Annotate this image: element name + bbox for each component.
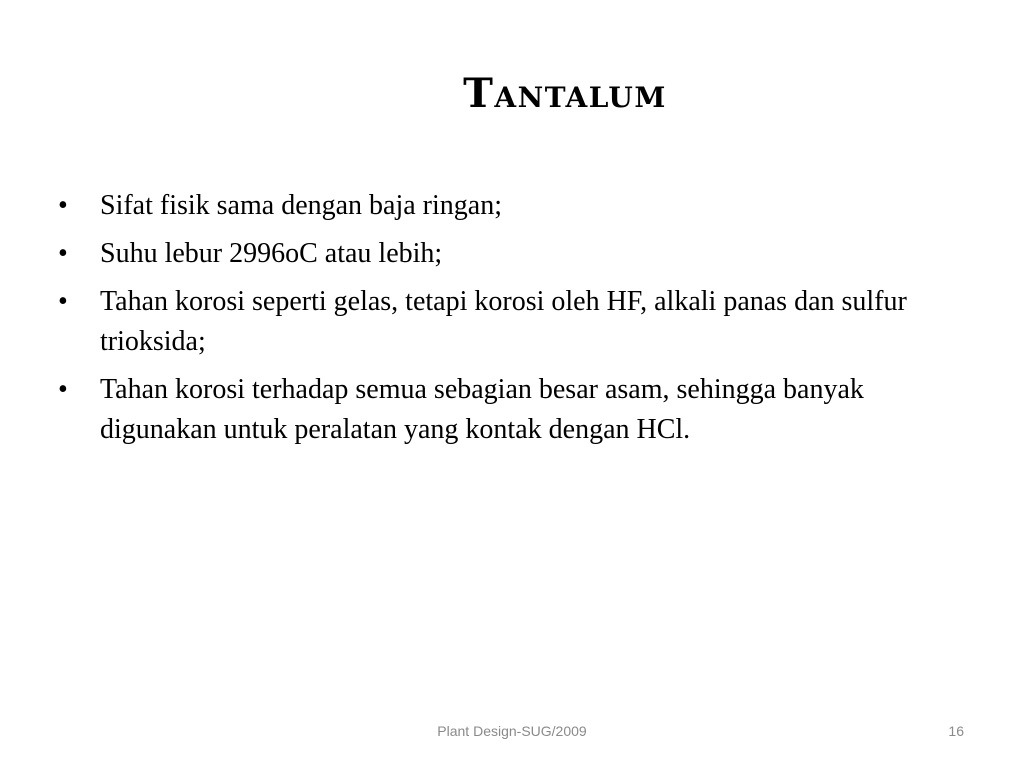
bullet-item [58,186,958,226]
bullet-item [58,234,958,274]
bullet-icon: • [58,238,68,269]
bullet-icon: • [58,190,68,221]
bullet-icon: • [58,374,68,405]
bullet-icon: • [58,286,68,317]
bullet-text: Tahan korosi terhadap semua sebagian besar asam, sehingga banyak digunakan untuk peralatan yang kontak dengan HCl. [100,374,864,445]
bullet-text: Tahan korosi seperti gelas, tetapi korosi oleh HF, alkali panas dan sulfur trioksida; [100,286,907,357]
bullet-text: Sifat fisik sama dengan baja ringan; [100,190,502,221]
footer-text: Plant Design-SUG/2009 [437,723,587,739]
slide-title: Tantalum [463,70,667,117]
bullet-list [58,186,958,458]
bullet-item [58,282,958,362]
page-number: 16 [948,723,964,739]
bullet-text: Suhu lebur 2996oC atau lebih; [100,238,443,269]
bullet-item [58,370,958,450]
